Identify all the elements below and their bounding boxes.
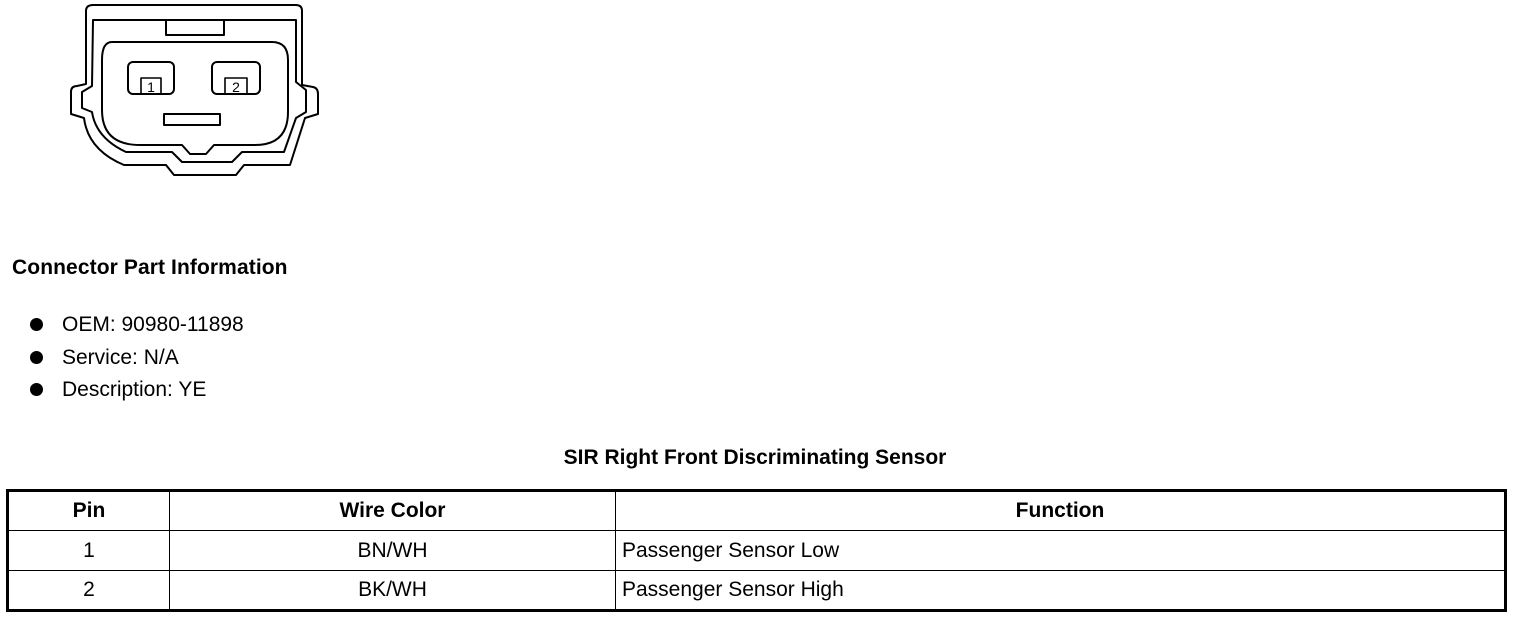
connector-face-diagram — [60, 0, 330, 185]
terminal-cavity-shell — [102, 42, 288, 154]
pin-number-1: 1 — [147, 79, 155, 95]
table-row — [8, 571, 1506, 611]
bullet-icon — [30, 318, 43, 331]
cell-wire-color: BN/WH — [170, 531, 616, 571]
bullet-icon — [30, 351, 43, 364]
connector-outer-housing — [71, 5, 318, 175]
header-wire-color: Wire Color — [170, 491, 616, 531]
part-info-item-description — [30, 375, 244, 408]
part-info-service-text: Service: N/A — [62, 345, 179, 369]
part-info-item-service — [30, 343, 244, 376]
cell-wire-color: BK/WH — [170, 571, 616, 611]
cell-function: Passenger Sensor High — [616, 571, 1506, 611]
cell-pin: 2 — [8, 571, 170, 611]
header-pin: Pin — [8, 491, 170, 531]
bullet-icon — [30, 383, 43, 396]
connector-latch — [166, 20, 224, 35]
pin-table — [6, 489, 1507, 612]
part-info-list — [30, 310, 244, 408]
connector-key — [164, 114, 220, 125]
cell-pin: 1 — [8, 531, 170, 571]
connector-part-information-heading: Connector Part Information — [12, 256, 288, 279]
pin-table-header-row — [8, 491, 1506, 531]
pin-number-2: 2 — [232, 79, 240, 95]
part-info-oem-text: OEM: 90980-11898 — [62, 313, 244, 336]
part-info-item-oem — [30, 310, 244, 343]
header-function: Function — [616, 491, 1506, 531]
part-info-description-text: Description: YE — [62, 378, 207, 401]
pin-table-title: SIR Right Front Discriminating Sensor — [563, 446, 947, 469]
cell-function: Passenger Sensor Low — [616, 531, 1506, 571]
table-row — [8, 531, 1506, 571]
